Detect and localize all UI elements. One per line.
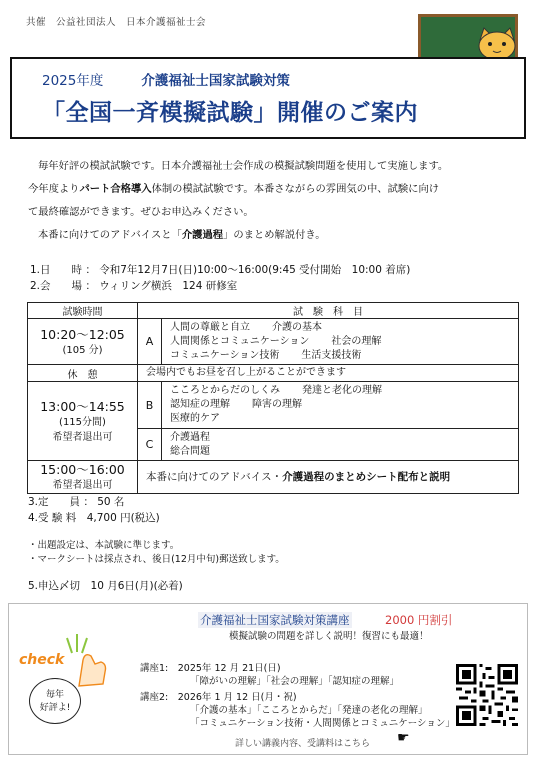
- subject-item: 介護過程: [170, 431, 210, 443]
- event-venue: 2.会 場 ： ウィリング横浜 124 研修室: [30, 280, 238, 292]
- note-item: ・マークシートは採点され、後日(12月中旬)郵送致します。: [28, 554, 285, 565]
- speech-bubble: [29, 678, 81, 724]
- row-a-time: 10:20～12:05: [40, 326, 125, 342]
- intro-line-4: [28, 224, 518, 247]
- subject-item: 人間の尊厳と自立: [170, 321, 250, 333]
- row-b-time-cell: [28, 382, 138, 461]
- row-wrapup-time: 15:00～16:00: [40, 462, 125, 477]
- schedule-table: [27, 302, 519, 494]
- table-row-a: [28, 319, 519, 365]
- intro-line-3: て最終確認ができます。ぜひお申込みください。: [28, 206, 254, 218]
- subject-item: 社会の理解: [331, 335, 382, 347]
- wrapup-note-b: 介護過程のまとめシート配布と説明: [282, 471, 451, 483]
- row-wrapup-leave-note: 希望者退出可: [52, 480, 113, 491]
- subject-item: 総合問題: [170, 445, 210, 457]
- table-row-wrapup: [28, 461, 519, 494]
- intro-line-4-c: 」のまとめ解説付き。: [223, 229, 326, 241]
- bubble-line-2: 好評よ!: [39, 703, 71, 713]
- subject-item: 認知症の理解: [170, 399, 230, 410]
- subject-item: 医療的ケア: [170, 413, 220, 424]
- table-row-b: [28, 382, 519, 429]
- table-header-row: [28, 303, 519, 319]
- row-b-time: 13:00～14:55: [40, 398, 125, 414]
- intro-highlight-part-pass: パート合格導入: [79, 183, 152, 195]
- row-b-duration: (115分間): [59, 416, 106, 428]
- course-promo-box: [8, 603, 528, 755]
- wrapup-note-a: 本番に向けてのアドバイス・: [146, 471, 283, 483]
- intro-highlight-care-process: 介護過程: [181, 229, 224, 241]
- lecture-1-topics: 「障がいの理解」「社会の理解」「認知症の理解」: [190, 676, 400, 687]
- title-box: [10, 57, 526, 139]
- section-c-label: C: [138, 429, 162, 461]
- row-a-subjects: [162, 319, 519, 365]
- event-date: 1.日 時 ： 令和7年12月7日(日)10:00～16:00(9:45 受付開始 10:00 着席): [30, 264, 411, 276]
- title-year: 2025年度: [42, 73, 104, 89]
- intro-text: [28, 155, 518, 247]
- title-exam-name: 介護福祉士国家試験対策: [141, 73, 290, 89]
- course-title: 介護福祉士国家試験対策講座: [200, 613, 350, 627]
- row-a-duration: (105 分): [62, 344, 103, 356]
- capacity-fee: [28, 494, 160, 526]
- subject-item: 人間関係とコミュニケーション: [170, 335, 310, 347]
- intro-line-1: 毎年好評の模試試験です。日本介護福祉士会作成の模擬試験問題を使用して実施します。: [38, 160, 449, 172]
- intro-line-4-a: 本番に向けてのアドバイスと「: [38, 229, 182, 241]
- subject-item: こころとからだのしくみ: [170, 385, 280, 396]
- intro-line-2-c: 体制の模試試験です。本番さながらの雰囲気の中、試験に向け: [151, 183, 440, 195]
- sponsor-line: 共催 公益社団法人 日本介護福祉士会: [26, 17, 207, 28]
- subject-item: 介護の基本: [272, 321, 322, 333]
- check-label: check: [19, 652, 65, 668]
- subject-item: 障害の理解: [252, 399, 302, 410]
- intro-line-2: [28, 178, 518, 201]
- subject-item: 生活支援技術: [301, 349, 362, 361]
- event-info: [30, 262, 410, 294]
- notes: [28, 539, 285, 567]
- lecture-1: [140, 662, 399, 688]
- row-wrapup-note: [138, 461, 519, 494]
- page-title: 「全国一斉模擬試験」開催のご案内: [42, 100, 418, 126]
- row-a-time-cell: [28, 319, 138, 365]
- note-item: ・出題設定は、本試験に準じます。: [28, 540, 180, 551]
- header-subject: 試 験 科 目: [138, 303, 519, 319]
- header-time: 試験時間: [28, 303, 138, 319]
- subject-item: コミュニケーション技術: [170, 349, 280, 361]
- lecture-2-date: 講座2: 2026年 1 月 12 日(月・祝): [140, 692, 297, 703]
- break-note: 会場内でもお昼を召し上がることができます: [138, 365, 519, 382]
- pointing-finger-icon: ☛: [397, 730, 410, 746]
- bubble-text: [30, 689, 80, 715]
- row-b-leave-note: 希望者退出可: [52, 431, 113, 443]
- break-label: 休 憩: [28, 365, 138, 382]
- lecture-1-date: 講座1: 2025年 12 月 21日(日): [140, 663, 281, 674]
- qr-code-icon[interactable]: [456, 664, 518, 726]
- course-detail-link[interactable]: 詳しい講義内容、受講料はこちら: [235, 739, 371, 749]
- table-row-break: [28, 365, 519, 382]
- title-subheading: [42, 69, 290, 89]
- application-deadline: 5.申込〆切 10 月6日(月)(必着): [28, 580, 183, 592]
- exam-fee: 4.受 験 料 4,700 円(税込): [28, 512, 160, 524]
- lecture-2-topics-2: 「コミュニケーション技術・人間関係とコミュニケーション」: [190, 718, 455, 729]
- lecture-2-topics-1: 「介護の基本」「こころとからだ」「発達の老化の理解」: [190, 705, 428, 716]
- row-b-subjects: [162, 382, 519, 429]
- course-discount: 2000 円割引: [385, 613, 453, 627]
- row-c-subjects: [162, 429, 519, 461]
- row-wrapup-time-cell: [28, 461, 138, 494]
- capacity: 3.定 員 ： 50 名: [28, 496, 125, 508]
- bubble-line-1: 毎年: [45, 690, 64, 700]
- subject-item: 発達と老化の理解: [302, 385, 382, 396]
- intro-line-2-a: 今年度より: [28, 183, 80, 195]
- lecture-2: [140, 691, 455, 730]
- section-a-label: A: [138, 319, 162, 365]
- section-b-label: B: [138, 382, 162, 429]
- course-subtitle: 模擬試験の問題を詳しく説明！復習にも最適！: [229, 631, 429, 642]
